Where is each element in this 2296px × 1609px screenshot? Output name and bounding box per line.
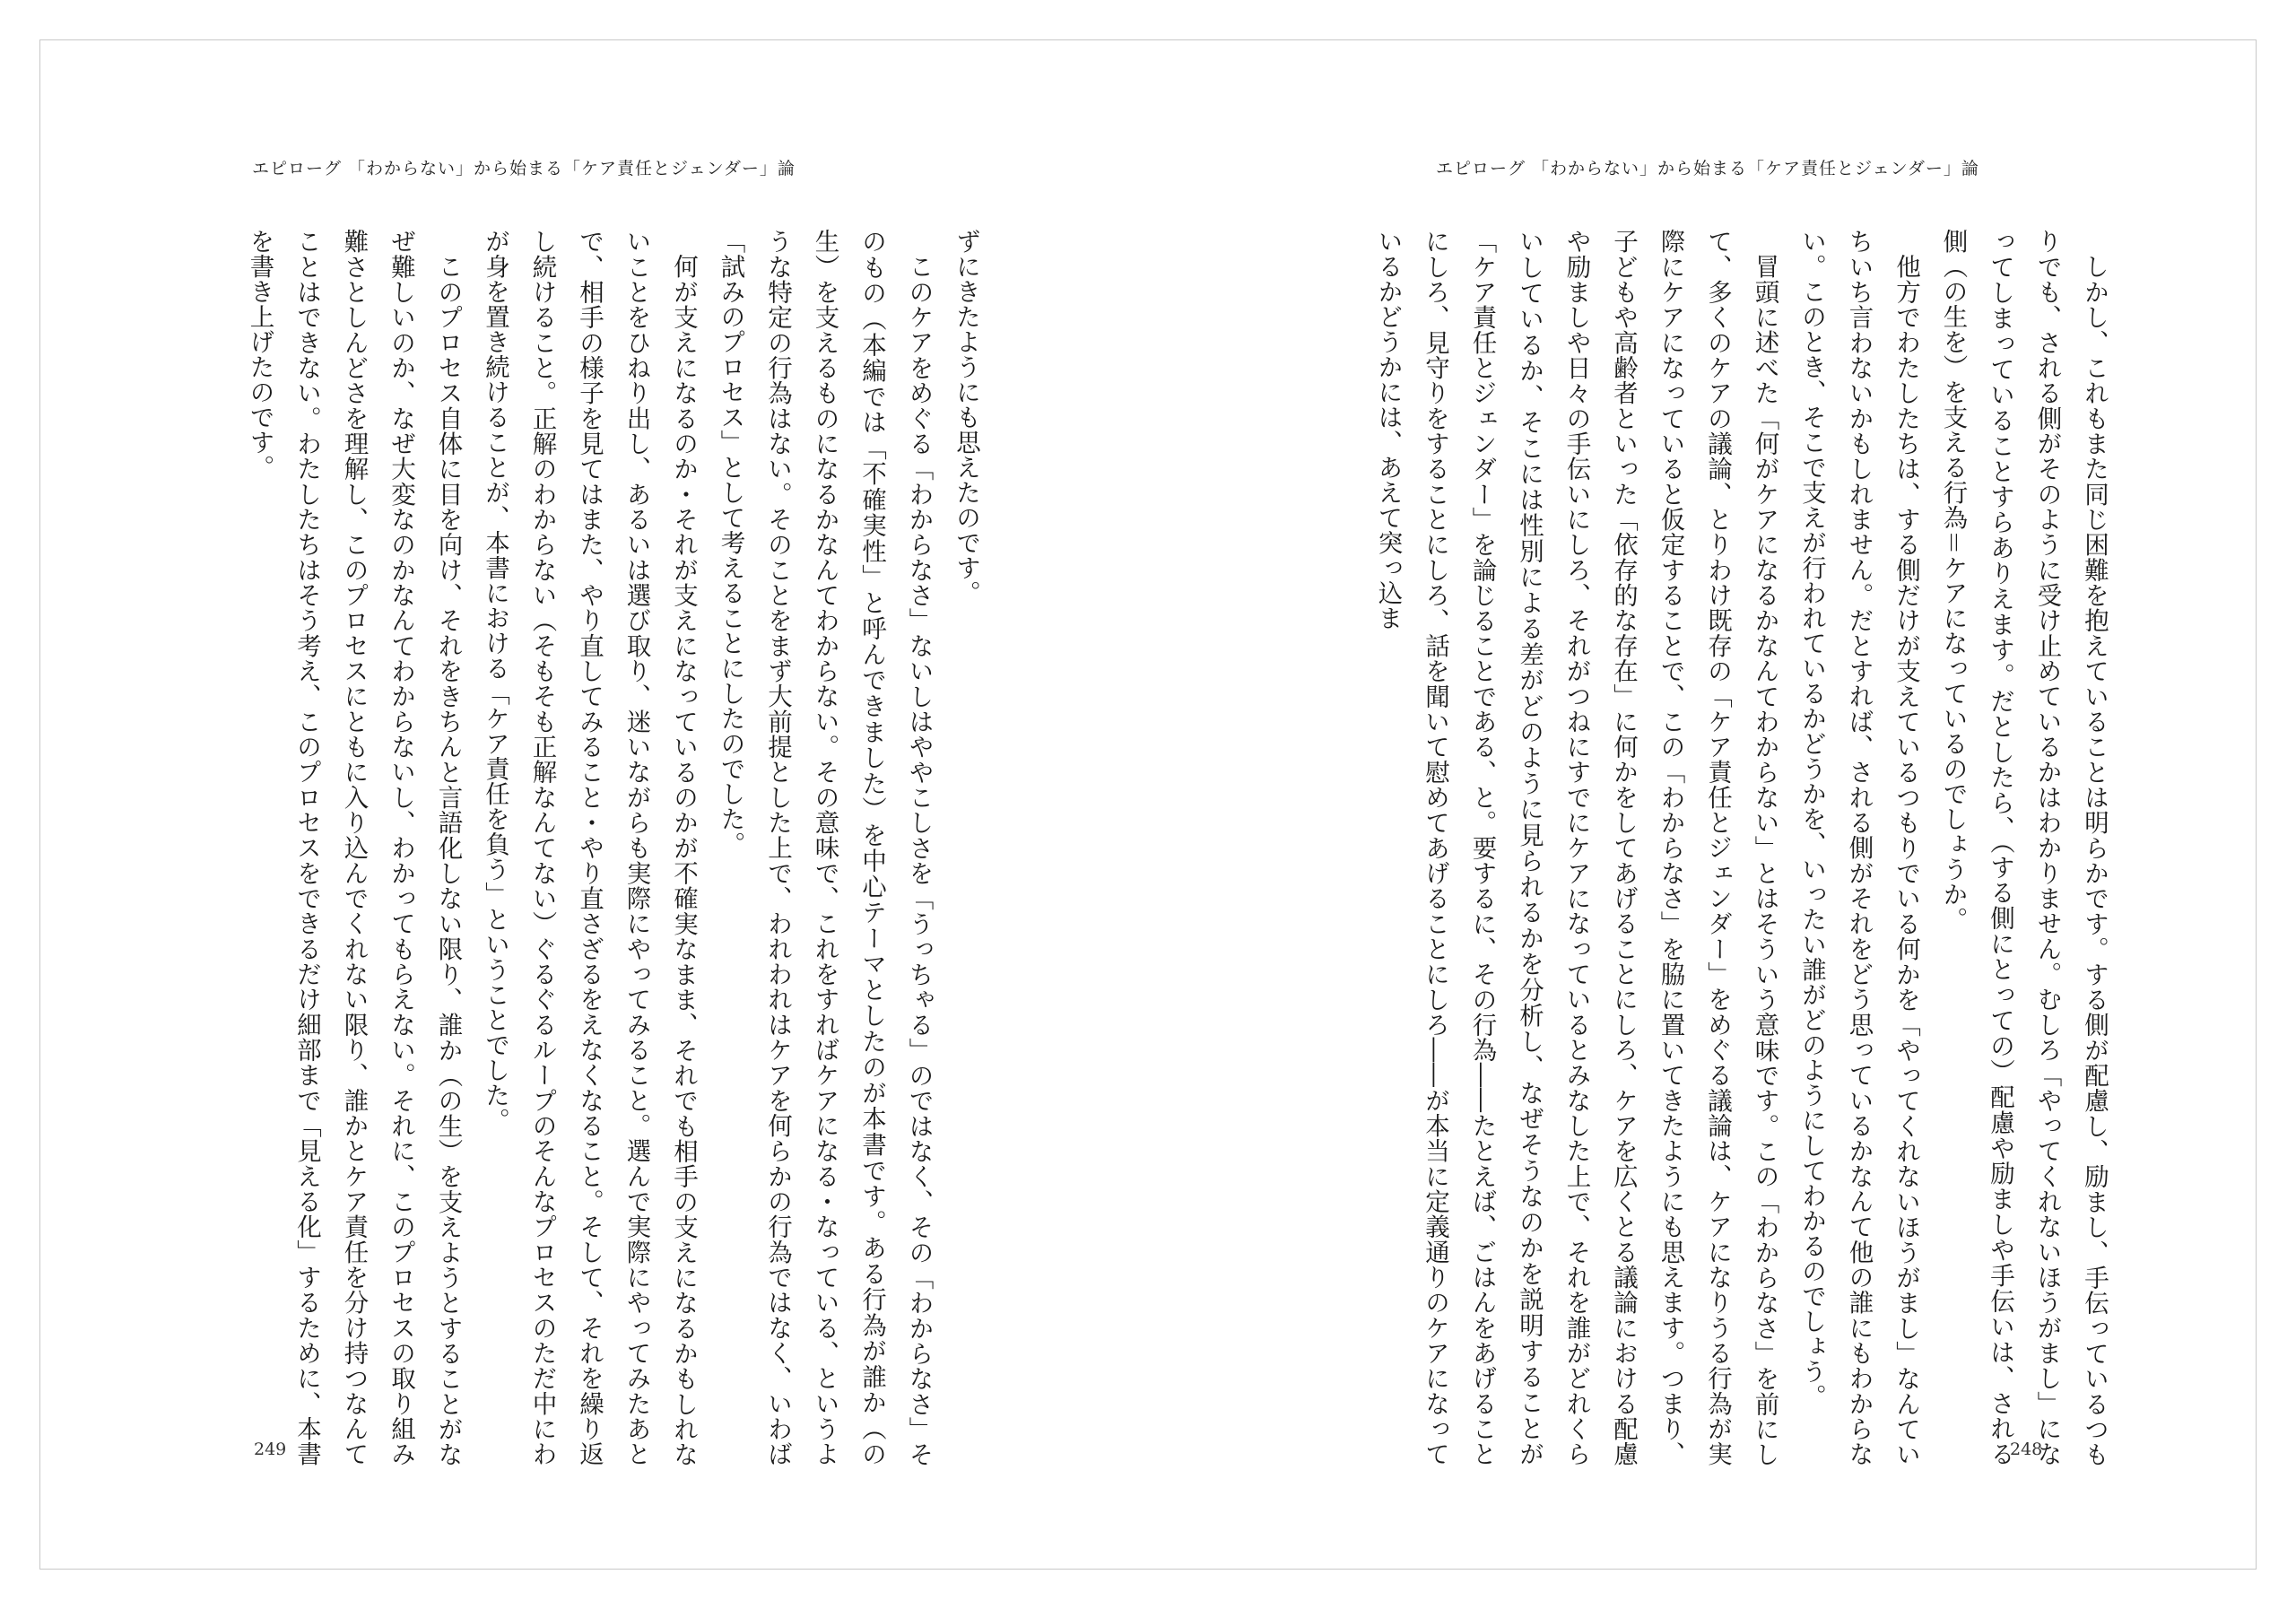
running-head: エピローグ 「わからない」から始まる「ケア責任とジェンダー」論	[1436, 159, 1979, 178]
paragraph: しかし、これもまた同じ困難を抱えていることは明らかです。する側が配慮し、励まし、手伝っているつもりでも、される側がそのように受け止めているかはわかりません。むしろ「やってくれないほうがまし」になってしまっていることすらありえます。だとしたら、（する側にとっての）配慮や励ましや手伝いは、される側（の生を）を支える行為＝ケアになっているのでしょうか。	[1938, 229, 2109, 1466]
left-page	[40, 40, 1149, 1569]
page-number: 249	[254, 1439, 287, 1459]
paragraph: 何が支えになるのか・それが支えになっているのかが不確実なまま、それでも相手の支えになるかもしれないことをひねり出し、あるいは選び取り、迷いながらも実際にやってみること。選んで実際にやってみたあとで、相手の様子を見てはまた、やり直してみること・やり直さざるをえなくなること。そして、それを繰り返し続けること。正解のわからない（そもそも正解なんてない）ぐるぐるループのそんなプロセスのただ中にわが身を置き続けることが、本書における「ケア責任を負う」ということでした。	[481, 229, 698, 1466]
page-body-text	[1364, 229, 2118, 1466]
running-head: エピローグ 「わからない」から始まる「ケア責任とジェンダー」論	[252, 159, 796, 178]
page-body-text	[236, 229, 989, 1466]
page-number: 248	[2010, 1439, 2043, 1459]
paragraph: 冒頭に述べた「何がケアになるかなんてわからない」とはそういう意味です。この「わからなさ」を前にして、多くのケアの議論、とりわけ既存の「ケア責任とジェンダー」をめぐる議論は、ケアになりうる行為が実際にケアになっていると仮定することで、この「わからなさ」を脇に置いてきたようにも思えます。つまり、子どもや高齢者といった「依存的な存在」に何かをしてあげることにしろ、ケアを広くとる議論における配慮や励ましや日々の手伝いにしろ、それがつねにすでにケアになっているとみなした上で、それを誰がどれくらいしているか、そこには性別による差がどのように見られるかを分析し、なぜそうなのかを説明することが「ケア責任とジェンダー」を論じることである、と。要するに、その行為――たとえば、ごはんをあげることにしろ、見守りをすることにしろ、話を聞いて慰めてあげることにしろ――が本当に定義通りのケアになっているかどうかには、あえて突っ込ま	[1373, 229, 1779, 1466]
paragraph: 他方でわたしたちは、する側だけが支えているつもりでいる何かを「やってくれないほうがまし」なんていちいち言わないかもしれません。だとすれば、される側がそれをどう思っているかなんて他の誰にもわからない。このとき、そこで支えが行われているかどうかを、いったい誰がどのようにしてわかるのでしょう。	[1797, 229, 1920, 1466]
paragraph: このケアをめぐる「わからなさ」ないしはややこしさを「うっちゃる」のではなく、その「わからなさ」そのもの（本編では「不確実性」と呼んできました）を中心テーマとしたのが本書です。ある行為が誰か（の生）を支えるものになるかなんてわからない。その意味で、これをすればケアになる・なっている、というような特定の行為はない。そのことをまず大前提とした上で、われわれはケアを何らかの行為ではなく、いわば「試みのプロセス」として考えることにしたのでした。	[716, 229, 934, 1466]
paragraph: このプロセス自体に目を向け、それをきちんと言語化しない限り、誰か（の生）を支えようとすることがなぜ難しいのか、なぜ大変なのかなんてわからないし、わかってもらえない。それに、このプロセスの取り組み難さとしんどさを理解し、このプロセスにともに入り込んでくれない限り、誰かとケア責任を分け持つなんてことはできない。わたしたちはそう考え、このプロセスをできるだけ細部まで「見える化」するために、本書を書き上げたのです。	[245, 229, 463, 1466]
right-page	[1149, 40, 2257, 1569]
book-spread	[39, 39, 2257, 1570]
paragraph: ずにきたようにも思えたのです。	[952, 229, 980, 605]
